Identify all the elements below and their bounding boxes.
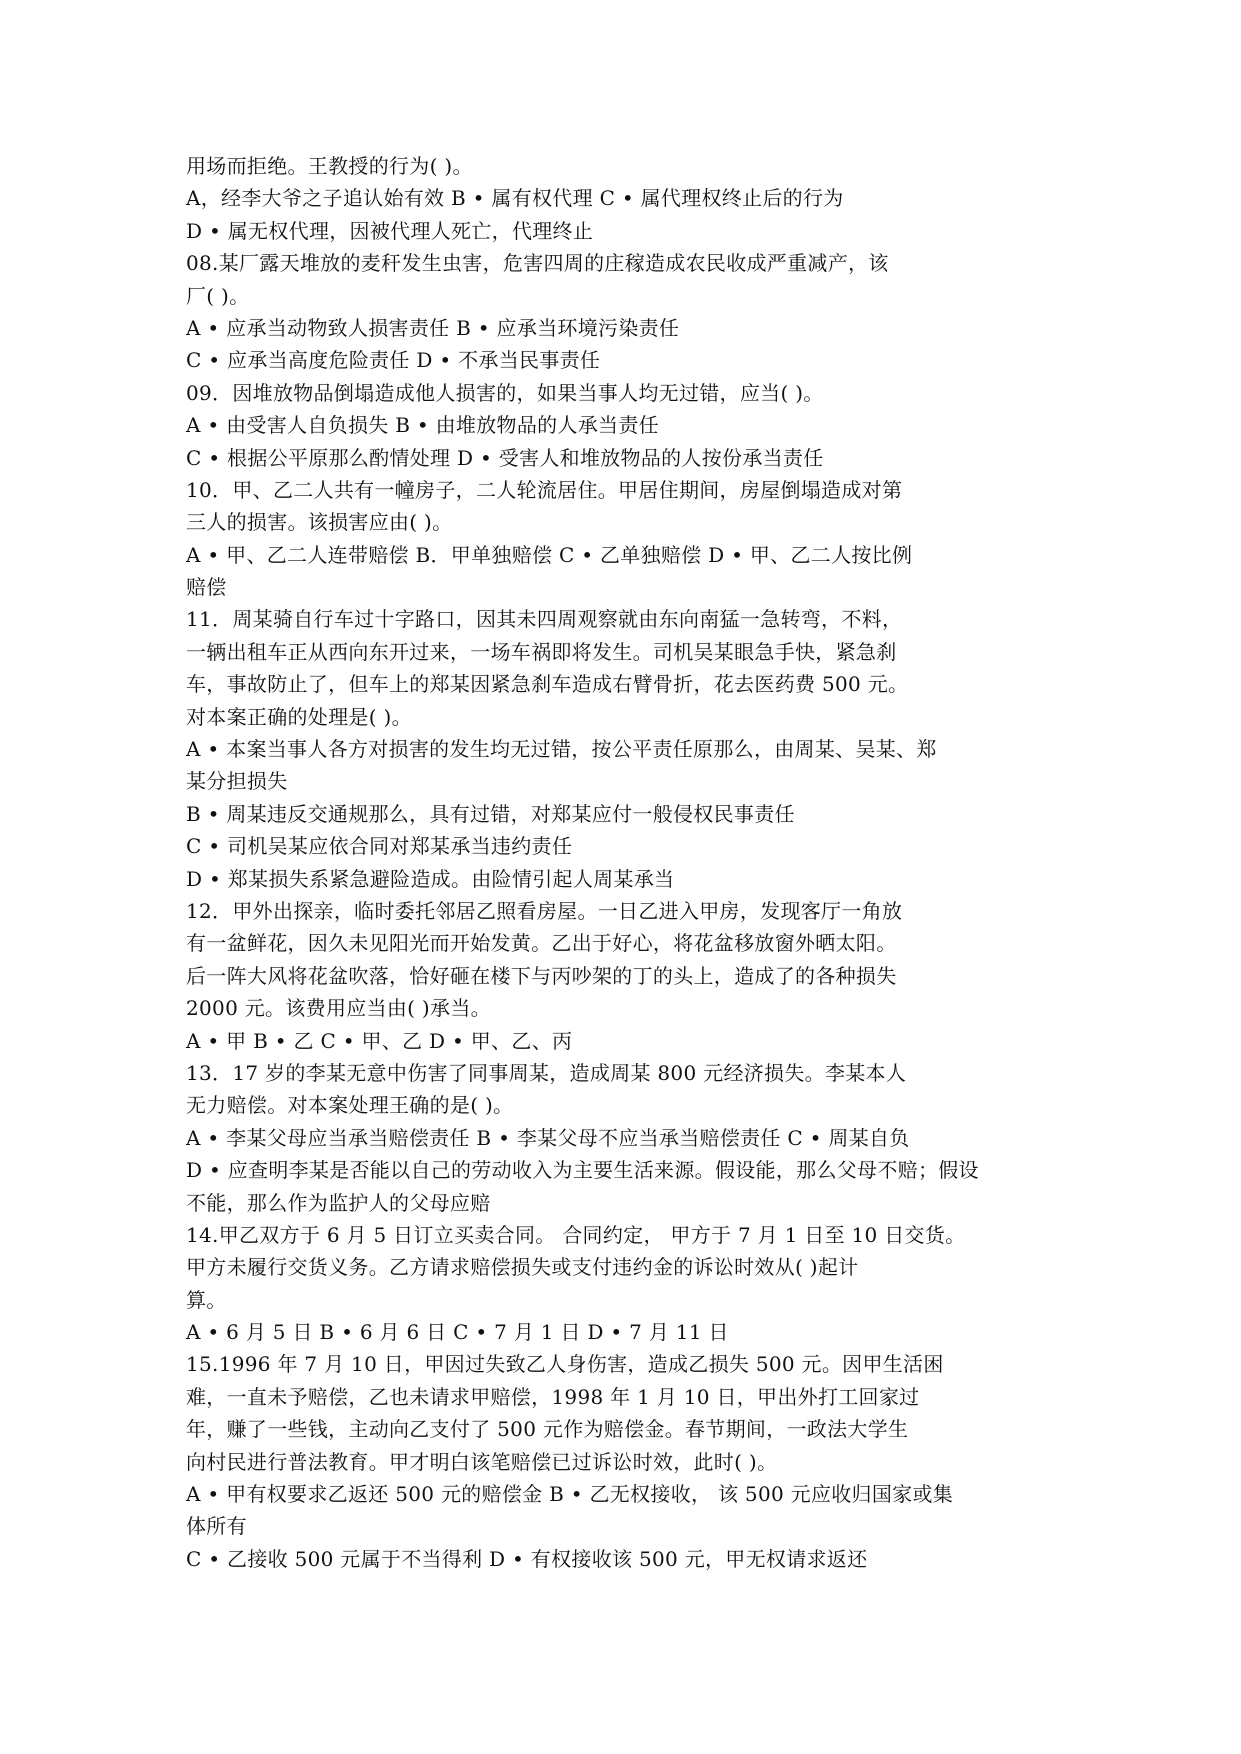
text-line: C • 乙接收 500 元属于不当得利 D • 有权接收该 500 元，甲无权请求返还 xyxy=(186,1546,868,1571)
text-line: 一辆出租车正从西向东开过来，一场车祸即将发生。司机吴某眼急手快，紧急刹 xyxy=(186,639,897,664)
text-line: 无力赔偿。对本案处理王确的是( )。 xyxy=(186,1093,514,1118)
text-line: A • 甲有权要求乙返还 500 元的赔偿金 B • 乙无权接收， 该 500 元应收归国家或集 xyxy=(186,1482,954,1507)
text-line: D • 属无权代理，因被代理人死亡，代理终止 xyxy=(186,218,594,243)
text-line: D • 郑某损失系紧急避险造成。由险情引起人周某承当 xyxy=(186,866,675,891)
text-line: A • 甲、乙二人连带赔偿 B．甲单独赔偿 C • 乙单独赔偿 D • 甲、乙二人按比例 xyxy=(186,542,913,567)
text-line: C • 根据公平原那么酌情处理 D • 受害人和堆放物品的人按份承当责任 xyxy=(186,445,824,470)
text-line: 对本案正确的处理是( )。 xyxy=(186,704,412,729)
text-line: A，经李大爷之子追认始有效 B • 属有权代理 C • 属代理权终止后的行为 xyxy=(186,186,844,211)
text-line: 14.甲乙双方于 6 月 5 日订立买卖合同。 合同约定， 甲方于 7 月 1 日至 10 日交货。 xyxy=(186,1222,966,1247)
text-line: 09．因堆放物品倒塌造成他人损害的，如果当事人均无过错，应当( )。 xyxy=(186,380,824,405)
text-line: 后一阵大风将花盆吹落，恰好砸在楼下与丙吵架的丁的头上，造成了的各种损失 xyxy=(186,963,897,988)
text-line: B • 周某违反交通规那么，具有过错，对郑某应付一般侵权民事责任 xyxy=(186,801,795,826)
text-line: A • 由受害人自负损失 B • 由堆放物品的人承当责任 xyxy=(186,413,659,438)
text-line: 年，赚了一些钱，主动向乙支付了 500 元作为赔偿金。春节期间，一政法大学生 xyxy=(186,1417,909,1442)
text-line: 用场而拒绝。王教授的行为( )。 xyxy=(186,154,473,178)
text-line: A • 李某父母应当承当赔偿责任 B • 李某父母不应当承当赔偿责任 C • 周某自负 xyxy=(186,1125,910,1150)
text-line: 厂( )。 xyxy=(186,283,250,308)
text-line: 13．17 岁的李某无意中伤害了同事周某，造成周某 800 元经济损失。李某本人 xyxy=(186,1060,907,1085)
text-line: C • 应承当高度危险责任 D • 不承当民事责任 xyxy=(186,348,601,373)
text-line: 甲方未履行交货义务。乙方请求赔偿损失或支付违约金的诉讼时效从( )起计 xyxy=(186,1255,859,1280)
text-line: A • 应承当动物致人损害责任 B • 应承当环境污染责任 xyxy=(186,315,680,340)
text-line: 10．甲、乙二人共有一幢房子，二人轮流居住。甲居住期间，房屋倒塌造成对第 xyxy=(186,477,903,502)
text-line: 车，事故防止了，但车上的郑某因紧急刹车造成右臂骨折，花去医药费 500 元。 xyxy=(186,672,909,697)
text-line: 体所有 xyxy=(186,1514,247,1539)
text-line: 15.1996 年 7 月 10 日，甲因过失致乙人身伤害，造成乙损失 500 元。因甲生活困 xyxy=(186,1352,944,1377)
text-line: 赔偿 xyxy=(186,575,227,600)
text-line: 难，一直未予赔偿，乙也未请求甲赔偿，1998 年 1 月 10 日，甲出外打工回家过 xyxy=(186,1384,920,1409)
text-line: 三人的损害。该损害应由( )。 xyxy=(186,510,453,535)
text-line: 11．周某骑自行车过十字路口，因其未四周观察就由东向南猛一急转弯，不料， xyxy=(186,607,903,632)
text-line: 向村民进行普法教育。甲才明白该笔赔偿已过诉讼时效，此时( )。 xyxy=(186,1449,778,1474)
text-line: 08.某厂露天堆放的麦秆发生虫害，危害四周的庄稼造成农民收成严重减产，该 xyxy=(186,251,889,276)
text-line: 2000 元。该费用应当由( )承当。 xyxy=(186,996,491,1021)
text-line: 不能，那么作为监护人的父母应赔 xyxy=(186,1190,491,1215)
text-line: 算。 xyxy=(186,1287,227,1312)
text-line: A • 甲 B • 乙 C • 甲、乙 D • 甲、乙、丙 xyxy=(186,1028,573,1053)
text-line: 12．甲外出探亲，临时委托邻居乙照看房屋。一日乙进入甲房，发现客厅一角放 xyxy=(186,898,903,923)
text-line: 有一盆鲜花，因久未见阳光而开始发黄。乙出于好心，将花盆移放窗外晒太阳。 xyxy=(186,931,897,956)
text-line: D • 应查明李某是否能以自己的劳动收入为主要生活来源。假设能，那么父母不赔；假设 xyxy=(186,1158,979,1183)
document-body xyxy=(186,150,1066,1575)
text-line: C • 司机吴某应依合同对郑某承当违约责任 xyxy=(186,834,573,859)
text-line: 某分担损失 xyxy=(186,769,288,794)
text-line: A • 6 月 5 日 B • 6 月 6 日 C • 7 月 1 日 D • 7 月 11 日 xyxy=(186,1320,729,1345)
text-line: A • 本案当事人各方对损害的发生均无过错，按公平责任原那么，由周某、吴某、郑 xyxy=(186,737,937,762)
